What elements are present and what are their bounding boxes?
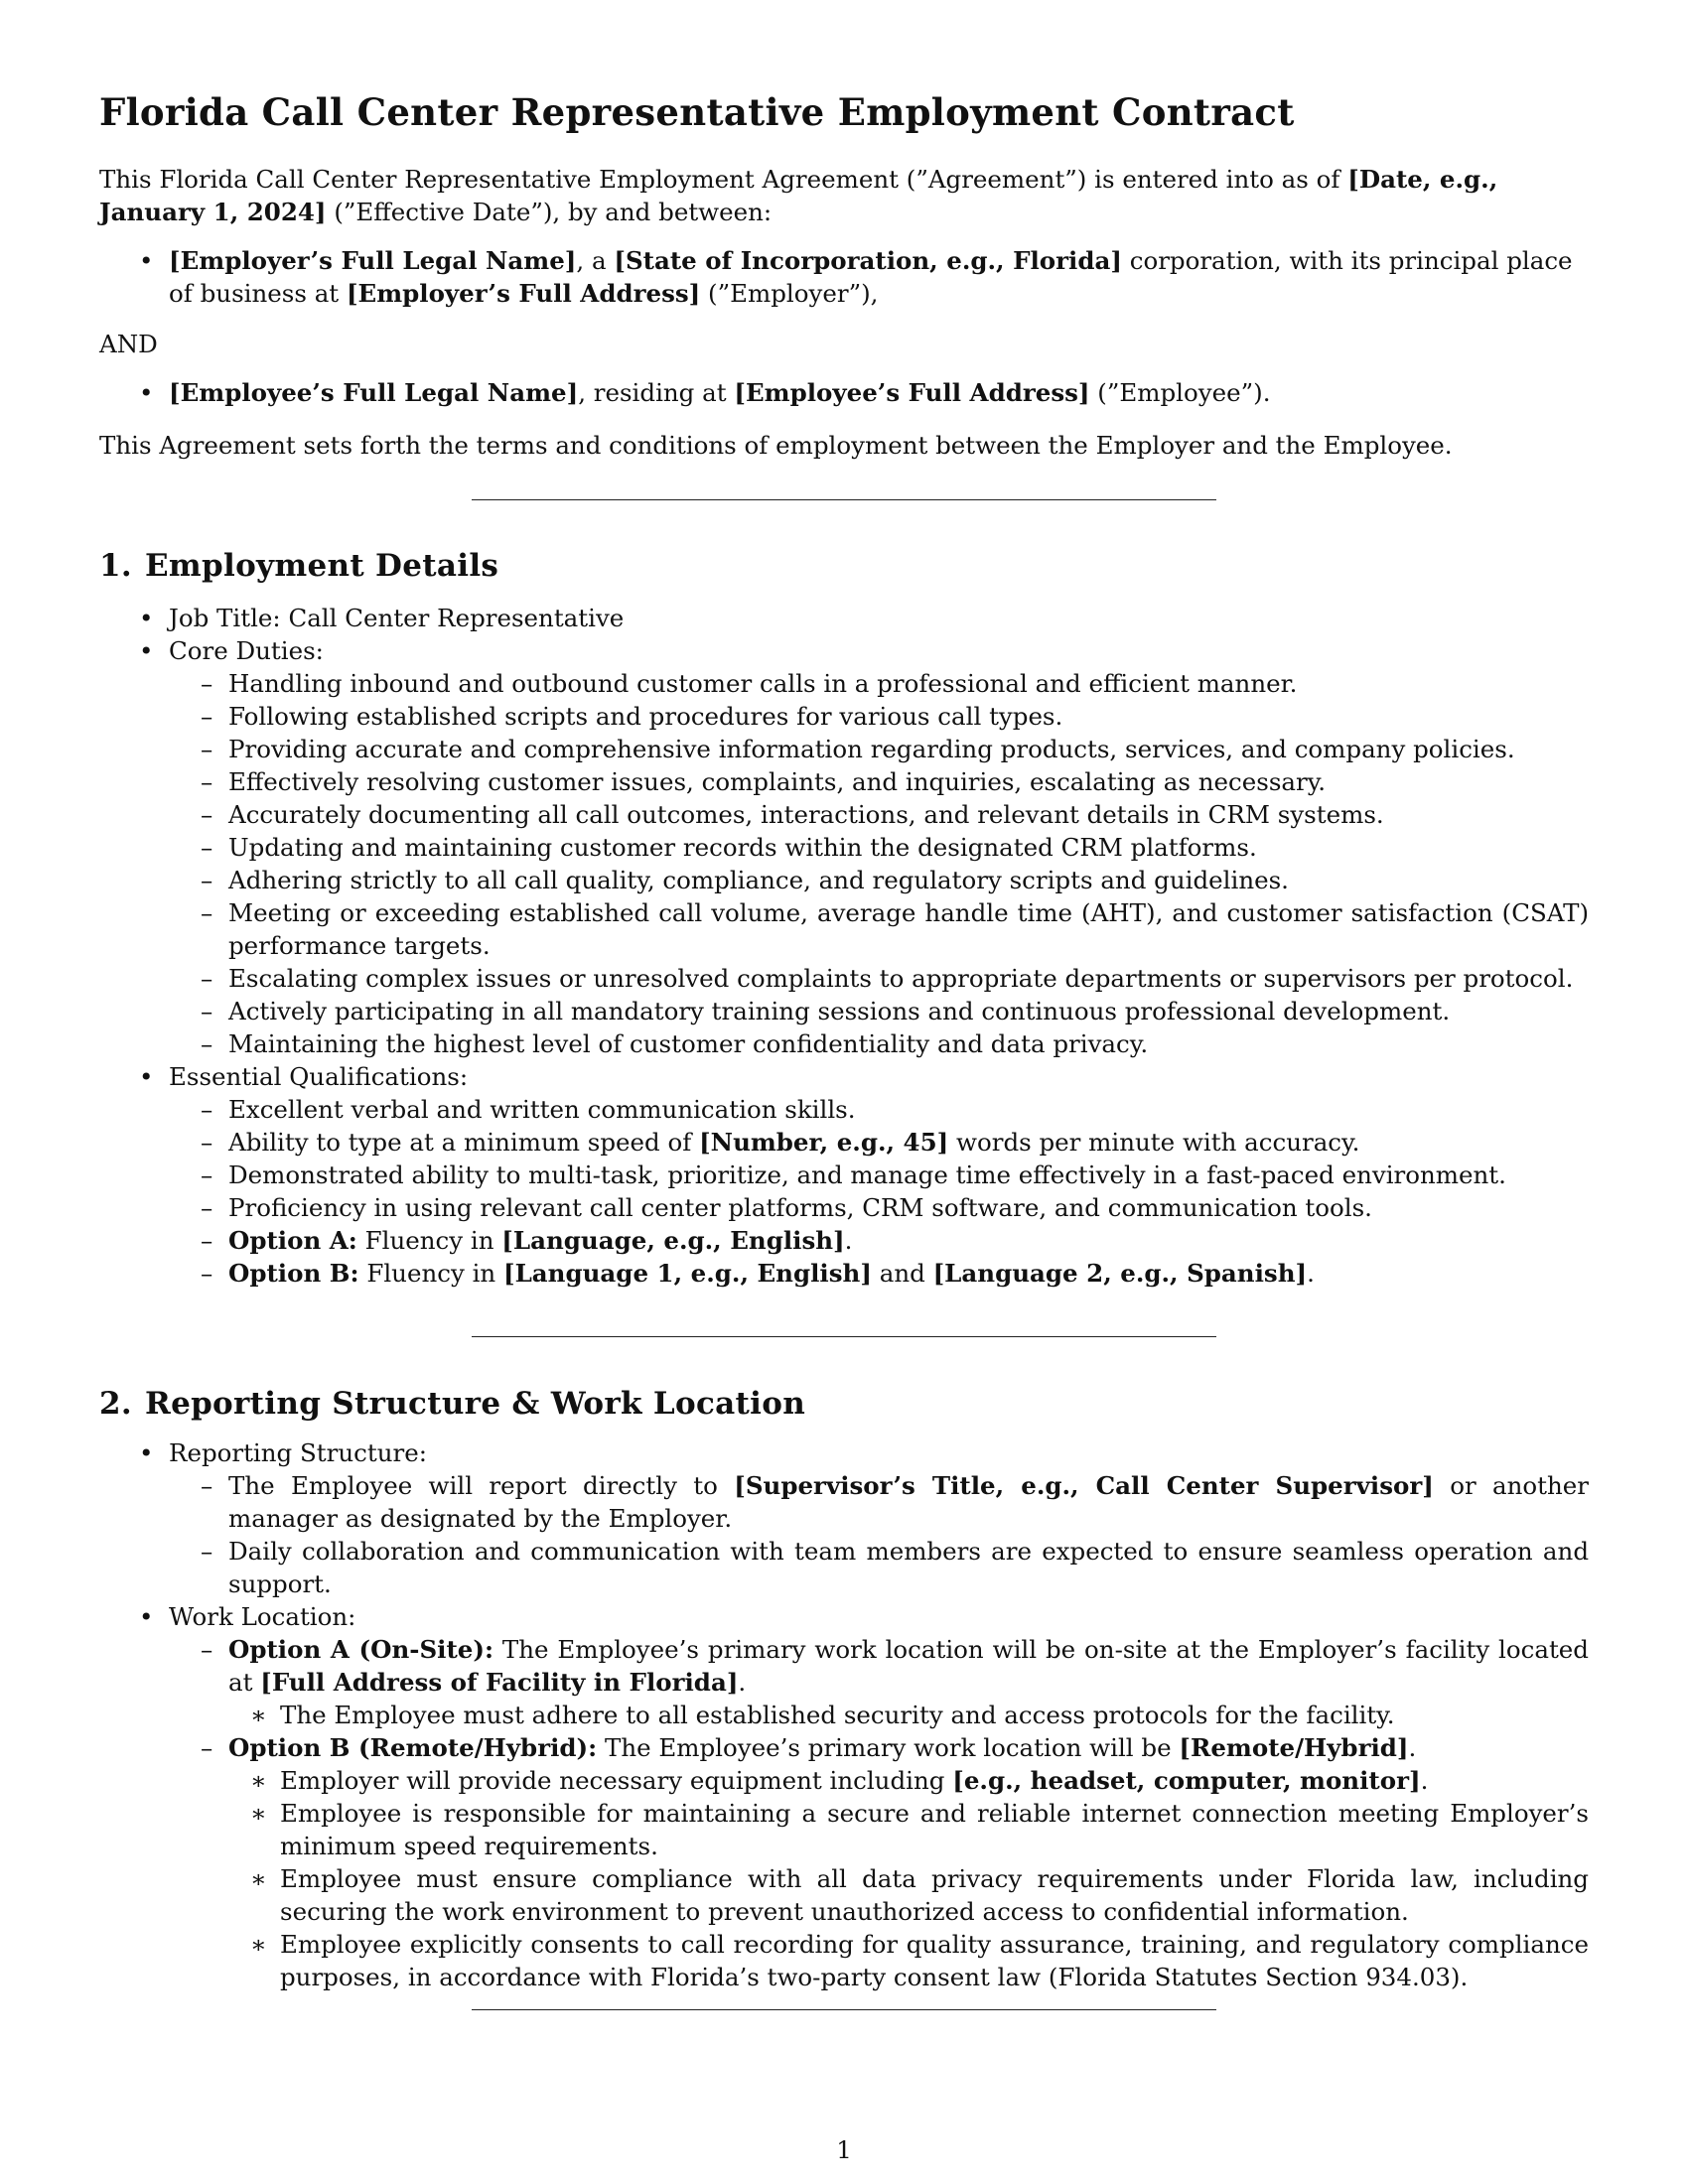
list-item: – Providing accurate and comprehensive information regarding products, services, and company policies. [169,733,1589,765]
list-item: – Updating and maintaining customer records within the designated CRM platforms. [169,831,1589,864]
onsite-text-1: The Employee’s primary work location will be on-site at the Employer’s facility located at [228,1635,1589,1697]
employer-party [99,244,1589,310]
employer-text-2: corporation, with its principal place of business at [169,246,1573,308]
equipment-item [228,1764,1589,1797]
list-item: – Proficiency in using relevant call center platforms, CRM software, and communication tools. [169,1191,1589,1224]
horizontal-rule [472,1336,1216,1337]
option-a-language [169,1224,1589,1257]
remote-label: Option B (Remote/Hybrid): [228,1733,598,1762]
document-title: Florida Call Center Representative Employment Contract [99,90,1295,134]
security-item: ∗ The Employee must adhere to all established security and access protocols for the facility. [228,1699,1589,1731]
equipment-text-1: Employer will provide necessary equipment including [280,1766,953,1795]
equipment-placeholder: [e.g., headset, computer, monitor] [952,1766,1421,1795]
employer-text-1: , a [576,246,615,275]
section-2-list [99,1436,1589,1993]
remote-text-1: The Employee’s primary work location will be [597,1733,1180,1762]
section-2-title: Reporting Structure & Work Location [145,1386,806,1422]
employee-party-list [99,376,1589,409]
employer-text-3: (”Employer”), [700,279,879,308]
section-2-number: 2. [99,1386,132,1422]
and-text: AND [99,330,158,358]
employee-address-placeholder: [Employee’s Full Address] [734,378,1090,407]
onsite-label: Option A (On-Site): [228,1635,493,1664]
horizontal-rule [472,499,1216,500]
option-b-language [169,1257,1589,1290]
page-number: 1 [836,2135,852,2164]
qualifications-label: Essential Qualifications: [169,1062,469,1091]
list-item: – Effectively resolving customer issues, complaints, and inquiries, escalating as necessary. [169,765,1589,798]
list-item: – Adhering strictly to all call quality, compliance, and regulatory scripts and guidelines. [169,864,1589,896]
employee-name-placeholder: [Employee’s Full Legal Name] [169,378,579,407]
remote-details [228,1764,1589,1993]
remote-text-2: . [1408,1733,1417,1762]
list-item: – Meeting or exceeding established call volume, average handle time (AHT), and customer satisfaction (CSAT) performance targets. [169,896,1589,962]
equipment-text-2: . [1420,1766,1429,1795]
privacy-item: ∗ Employee must ensure compliance with all data privacy requirements under Florida law, including securing the work environment to prevent unauthorized access to confidential information. [228,1862,1589,1928]
option-b-text-2: and [871,1259,933,1288]
qualifications-item [99,1060,1589,1290]
report-to-text-1: The Employee will report directly to [228,1471,735,1500]
section-1-heading [99,545,498,587]
horizontal-rule [472,2009,1216,2010]
employer-address-placeholder: [Employer’s Full Address] [346,279,701,308]
employee-text-1: , residing at [578,378,735,407]
option-b-text-3: . [1307,1259,1315,1288]
employee-text-2: (”Employee”). [1089,378,1271,407]
intro-paragraph [99,163,1589,228]
option-a-label: Option A: [228,1226,357,1255]
core-duties-item [99,634,1589,1060]
remote-option [169,1731,1589,1993]
work-location-item [99,1600,1589,1993]
onsite-option [169,1633,1589,1731]
onsite-details [228,1699,1589,1731]
list-item: – Actively participating in all mandatory training sessions and continuous professional development. [169,995,1589,1027]
supervisor-placeholder: [Supervisor’s Title, e.g., Call Center Supervisor] [734,1471,1434,1500]
work-location-label: Work Location: [169,1602,356,1631]
section-1-title: Employment Details [145,548,499,584]
reporting-list [169,1469,1589,1600]
typing-speed-placeholder: [Number, e.g., 45] [699,1128,949,1157]
list-item: – Handling inbound and outbound customer calls in a professional and efficient manner. [169,667,1589,700]
list-item [169,1126,1589,1159]
list-item: – Excellent verbal and written communication skills. [169,1093,1589,1126]
option-a-text-2: . [844,1226,853,1255]
language-placeholder: [Language, e.g., English] [501,1226,845,1255]
onsite-text-2: . [738,1668,747,1697]
remote-hybrid-placeholder: [Remote/Hybrid] [1179,1733,1409,1762]
option-a-text-1: Fluency in [356,1226,502,1255]
employer-name-placeholder: [Employer’s Full Legal Name] [169,246,577,275]
section-1-number: 1. [99,548,132,584]
report-to-text-2: or another manager as designated by the Employer. [228,1471,1590,1533]
section-1-list [99,602,1589,1290]
facility-address-placeholder: [Full Address of Facility in Florida] [260,1668,739,1697]
recording-consent-item: ∗ Employee explicitly consents to call recording for quality assurance, training, and regulatory compliance purposes, in accordance with Florida’s two-party consent law (Florida Statutes Section 934.03). [228,1928,1589,1993]
option-b-label: Option B: [228,1259,359,1288]
reporting-structure-item [99,1436,1589,1600]
list-item: – Maintaining the highest level of customer confidentiality and data privacy. [169,1027,1589,1060]
reporting-label: Reporting Structure: [169,1438,427,1467]
list-item: – Following established scripts and procedures for various call types. [169,700,1589,733]
state-placeholder: [State of Incorporation, e.g., Florida] [614,246,1122,275]
language-1-placeholder: [Language 1, e.g., English] [502,1259,872,1288]
qualifications-list [169,1093,1589,1290]
sets-forth-paragraph: This Agreement sets forth the terms and conditions of employment between the Employer and the Employee. [99,431,1453,460]
option-b-text-1: Fluency in [358,1259,503,1288]
list-item: – Accurately documenting all call outcomes, interactions, and relevant details in CRM systems. [169,798,1589,831]
list-item: – Escalating complex issues or unresolved complaints to appropriate departments or supervisors per protocol. [169,962,1589,995]
employer-party-list [99,244,1589,310]
employee-party [99,376,1589,409]
work-location-list [169,1633,1589,1993]
language-2-placeholder: [Language 2, e.g., Spanish] [932,1259,1308,1288]
intro-text-1: This Florida Call Center Representative Employment Agreement (”Agreement”) is entered into as of [99,165,1348,194]
typing-text-1: Ability to type at a minimum speed of [228,1128,700,1157]
report-to-item [169,1469,1589,1535]
collaboration-item: – Daily collaboration and communication with team members are expected to ensure seamless operation and support. [169,1535,1589,1600]
job-title-item: • Job Title: Call Center Representative [99,602,1589,634]
list-item: – Demonstrated ability to multi-task, prioritize, and manage time effectively in a fast-paced environment. [169,1159,1589,1191]
typing-text-2: words per minute with accuracy. [948,1128,1360,1157]
section-2-heading [99,1383,805,1425]
effective-date-placeholder: [Date, e.g., January 1, 2024] [99,165,1498,226]
intro-text-2: (”Effective Date”), by and between: [326,198,773,226]
core-duties-list [169,667,1589,1060]
internet-item: ∗ Employee is responsible for maintaining a secure and reliable internet connection meeting Employer’s minimum speed requirements. [228,1797,1589,1862]
core-duties-label: Core Duties: [169,636,324,665]
